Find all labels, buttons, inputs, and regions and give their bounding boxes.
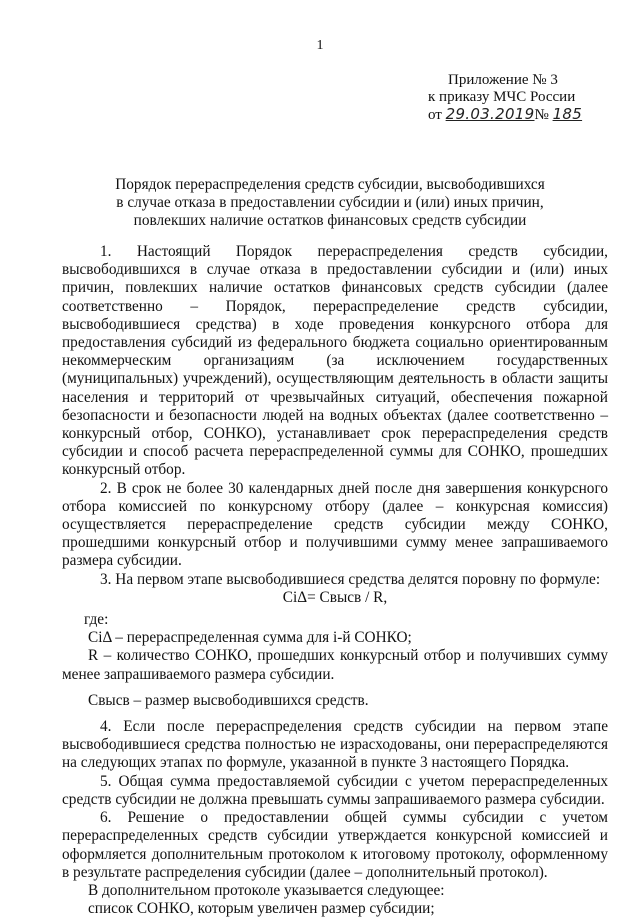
document-title <box>60 176 600 230</box>
handwritten-number: 185 <box>552 105 583 123</box>
paragraph-6: 6. Решение о предоставлении общей суммы субсидии с учетом перераспределенных средств субсидии утверждается конкурсной комиссией и оформляется дополнительным протоколом к итоговому протоколу, оформленному в результате распределения субсидии (далее – дополнительный протокол). <box>62 809 608 881</box>
definition-r: R – количество СОНКО, прошедших конкурсный отбор и получивших сумму менее запрашиваемого размера субсидии. <box>62 647 608 683</box>
paragraph-4: 4. Если после перераспределения средств субсидии на первом этапе высвободившиеся средства полностью не израсходованы, они перераспределяются на следующих этапах по формуле, указанной в пункте 3 настоящего Порядка. <box>62 718 608 772</box>
document-body <box>62 243 608 918</box>
title-line: в случае отказа в предоставлении субсидии и (или) иных причин, <box>116 194 544 211</box>
definition-ci: CiΔ – перераспределенная сумма для i-й СОНКО; <box>88 629 412 647</box>
appendix-title: Приложение № 3 <box>448 72 558 88</box>
title-line: Порядок перераспределения средств субсидии, высвободившихся <box>115 176 545 193</box>
paragraph-7: В дополнительном протоколе указывается следующее: <box>88 881 445 899</box>
where-label: где: <box>84 611 109 629</box>
date-prefix: от <box>428 107 442 123</box>
paragraph-8: список СОНКО, которым увеличен размер субсидии; <box>88 900 435 918</box>
paragraph-1: 1. Настоящий Порядок перераспределения средств субсидии, высвободившихся в случае отказа в предоставлении субсидии и (или) иных причин, повлекших наличие остатков финансовых средств субсидии (далее соответственно – Порядок, перераспределение средств субсидии, высвободившиеся средства) в ходе проведения конкурсного отбора для предоставления субсидий из федерального бюджета социально ориентированным некоммерческим организациям (за исключением государственных (муниципальных) учреждений), осуществляющим деятельность в области защиты населения и территорий от чрезвычайных ситуаций, обеспечения пожарной безопасности и безопасности людей на водных объектах (далее соответственно – конкурсный отбор, СОНКО), устанавливает срок перераспределения средств субсидии и способ расчета перераспределенной суммы для СОНКО, прошедших конкурсный отбор. <box>62 243 608 479</box>
number-label: № <box>534 107 549 123</box>
appendix-date-line <box>428 106 628 124</box>
paragraph-3: 3. На первом этапе высвободившиеся средства делятся поровну по формуле: <box>100 570 601 588</box>
appendix-header <box>428 72 628 124</box>
appendix-order-ref: к приказу МЧС России <box>428 89 576 105</box>
definition-svysv: Свысв – размер высвободившихся средств. <box>88 691 369 709</box>
title-line: повлекших наличие остатков финансовых средств субсидии <box>133 212 527 229</box>
page-number: 1 <box>316 38 324 53</box>
paragraph-5: 5. Общая сумма предоставляемой субсидии с учетом перераспределенных средств субсидии не должна превышать суммы запрашиваемого размера субсидии. <box>62 772 608 808</box>
formula: CiΔ= Свысв / R, <box>282 588 388 606</box>
paragraph-2: 2. В срок не более 30 календарных дней после дня завершения конкурсного отбора комиссией по конкурсному отбору (далее – конкурсная комиссия) осуществляется перераспределение средств субсидии между СОНКО, прошедшими конкурсный отбор и получившими сумму менее запрашиваемого размера субсидии. <box>62 479 608 570</box>
handwritten-date: 29.03.2019 <box>445 105 535 123</box>
